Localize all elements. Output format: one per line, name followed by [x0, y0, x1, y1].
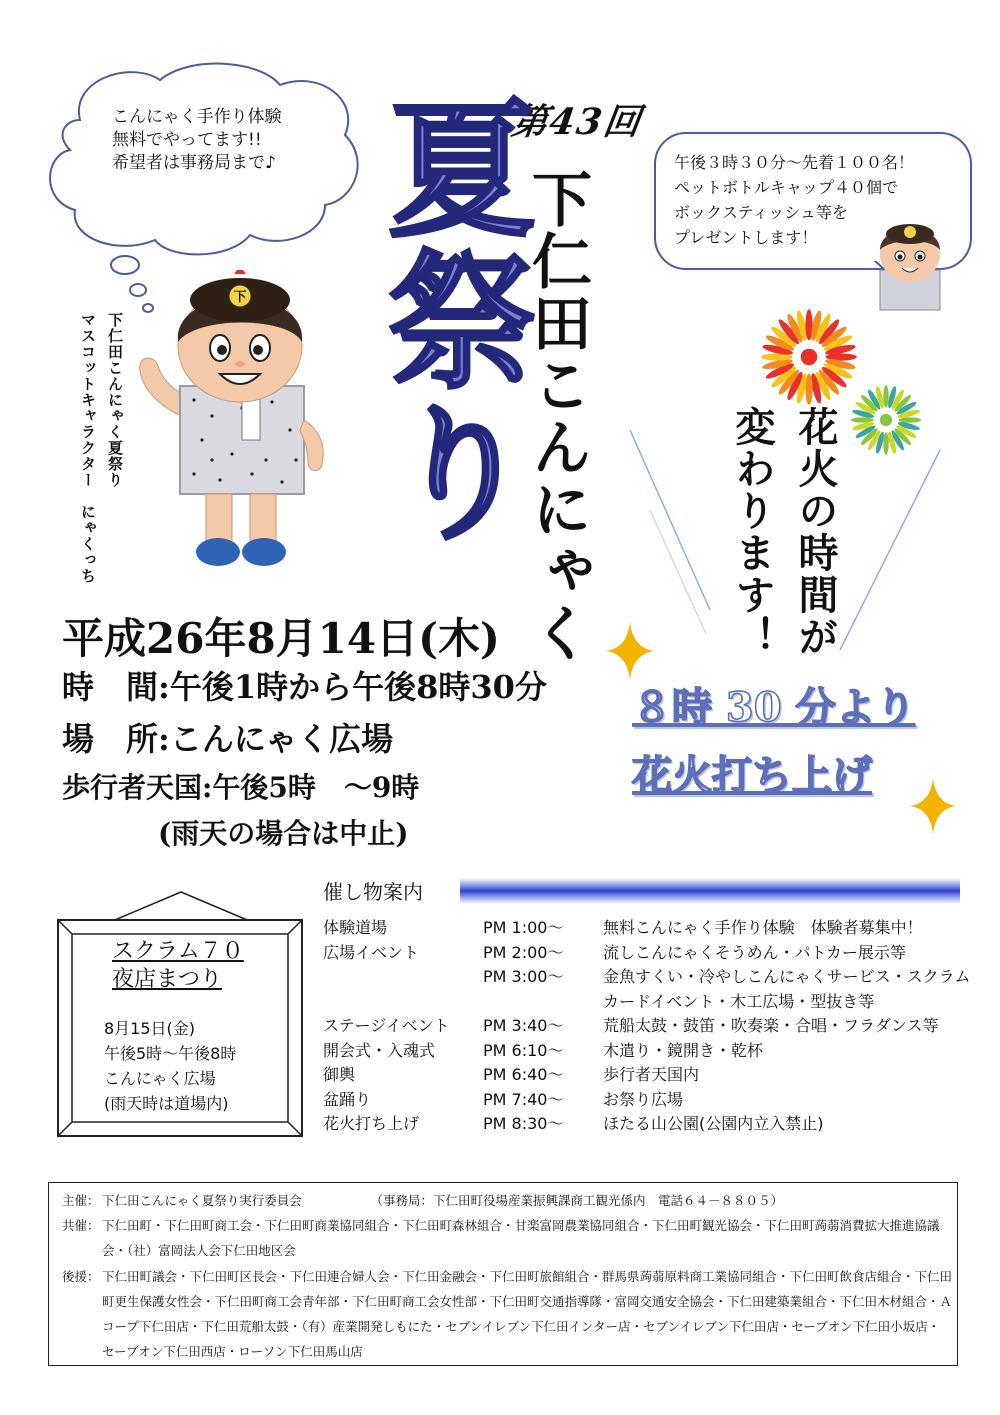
scrum-place: こんにゃく広場	[104, 1069, 216, 1088]
mascot-caption-line1: 下仁田こんにゃく夏祭り	[106, 312, 124, 488]
event-time: PM 6:10～	[483, 1040, 564, 1060]
event-time: PM 2:00～	[483, 942, 564, 962]
event-name: 盆踊り	[323, 1089, 372, 1109]
scrum-title-line2: 夜店まつり	[112, 967, 223, 992]
event-desc: カードイベント・木工広場・型抜き等	[603, 991, 875, 1011]
event-desc: 荒船太鼓・鼓笛・吹奏楽・合唱・フラダンス等	[603, 1016, 939, 1035]
event-desc: 無料こんにゃく手作り体験 体験者募集中！	[603, 918, 923, 937]
mascot-small-illustration	[872, 212, 948, 312]
table-row	[323, 941, 973, 966]
table-row	[323, 916, 973, 941]
sub-title: 下仁田こんにゃく	[522, 168, 592, 664]
events-heading-bar	[460, 878, 960, 904]
event-hours: 時 間:午後1時から午後8時30分	[62, 668, 547, 706]
organizer-row	[62, 1188, 952, 1213]
event-desc: 歩行者天国内	[603, 1065, 700, 1084]
event-desc: 金魚すくい・冷やしこんにゃくサービス・スクラム	[603, 967, 971, 986]
svg-text:下: 下	[233, 290, 247, 305]
fireworks-time: ８時 30 分より	[632, 684, 916, 731]
event-name: ステージイベント	[323, 1016, 450, 1035]
pedestrian-hours: 歩行者天国:午後5時 ～9時	[62, 771, 420, 804]
cosponsor-label: 共催：	[62, 1218, 100, 1233]
event-place: 場 所:こんにゃく広場	[62, 720, 394, 758]
event-time: PM 3:00～	[483, 967, 564, 986]
table-row	[323, 1063, 973, 1088]
events-heading: 催し物案内	[323, 880, 423, 904]
scrum-title-line1: スクラム７０	[112, 939, 244, 964]
event-time: PM 6:40～	[483, 1065, 564, 1084]
sparkle-icon	[606, 622, 654, 680]
event-name: 体験道場	[323, 918, 388, 937]
event-name: 開会式・入魂式	[323, 1040, 436, 1060]
cosponsor-row	[62, 1213, 952, 1263]
scrum-title	[112, 938, 244, 994]
cosponsor-text: 下仁田町・下仁田町商工会・下仁田町商業協同組合・下仁田町森林組合・甘楽富岡農業協同組合・下仁田町観光協会・下仁田町蒟蒻消費拡大推進協議会・（社）富岡法人会下仁田地区会	[102, 1218, 940, 1258]
event-name: 広場イベント	[323, 942, 420, 962]
sparkle-icon	[910, 778, 956, 834]
scrum-time: 午後5時～午後8時	[104, 1044, 237, 1063]
event-desc: ほたる山公園(公園内立入禁止)	[603, 1114, 824, 1133]
organizer-label: 主催：	[62, 1193, 100, 1208]
mascot-caption-line2: マスコットキャラクター にゃくっち	[79, 312, 97, 584]
mascot-caption	[78, 312, 126, 584]
event-date: 平成26年8月14日(木)	[62, 614, 500, 663]
event-name: 御輿	[323, 1065, 356, 1084]
event-time: PM 3:40～	[483, 1016, 564, 1035]
event-name	[323, 990, 483, 1015]
bubble-message: 午後３時３０分～先着１００名！ ペットボトルキャップ４０個で ボックスティッシュ等を プレゼントします！	[674, 153, 915, 247]
event-name: 花火打ち上げ	[323, 1114, 420, 1133]
event-name	[323, 965, 483, 990]
fireworks-notice-line1: 花火の時間が	[792, 406, 838, 658]
table-row	[323, 1112, 973, 1137]
support-label: 後援：	[62, 1269, 100, 1284]
table-row	[323, 990, 973, 1015]
fireworks-launch: 花火打ち上げ	[632, 752, 872, 799]
support-text: 下仁田町議会・下仁田町区長会・下仁田連合婦人会・下仁田金融会・下仁田町旅館組合・群馬県蒟蒻原料商工業協同組合・下仁田町飲食店組合・下仁田町更生保護女性会・下仁田町商工会青年部・下仁田町商工会女性部・下仁田町交通指導隊・富岡交通安全協会・下仁田建築業組合・下仁田木材組合・Ａ コープ下仁田店・下仁田荒船太鼓・（有）産業開発しもにた・セブンイレブン下仁田インター店・セブンイレブン下仁田店・セーブオン下仁田小坂店・セーブオン下仁田西店・ローソン下仁田馬山店	[102, 1269, 953, 1359]
cloud-message: こんにゃく手作り体験 無料でやってます!! 希望者は事務局まで♪	[112, 107, 282, 173]
main-title: 夏祭り	[364, 92, 538, 548]
event-time: PM 7:40～	[483, 1089, 564, 1109]
table-row	[323, 1039, 973, 1064]
event-time	[483, 990, 603, 1015]
fireworks-notice	[724, 406, 844, 658]
event-desc: 木遣り・鏡開き・乾杯	[603, 1040, 764, 1060]
event-time: PM 1:00～	[483, 918, 564, 937]
fireworks-notice-line2: 変わります！	[729, 406, 775, 658]
organizer-text: 下仁田こんにゃく夏祭り実行委員会 （事務局：下仁田町役場産業振興課商工観光係内 電話６４－８８０５）	[102, 1193, 784, 1208]
table-row	[323, 1014, 973, 1039]
event-time: PM 8:30～	[483, 1114, 564, 1133]
mascot-nyakucchi-illustration	[132, 270, 364, 580]
table-row	[323, 965, 973, 990]
rain-cancel-note: (雨天の場合は中止)	[158, 817, 409, 850]
event-desc: お祭り広場	[603, 1089, 684, 1109]
scrum-rain: (雨天時は道場内)	[104, 1094, 229, 1113]
event-desc: 流しこんにゃくそうめん・パトカー展示等	[603, 942, 906, 962]
support-row	[62, 1264, 952, 1364]
table-row	[323, 1088, 973, 1113]
edition-number: 第43回	[508, 101, 645, 143]
scrum-date: 8月15日(金)	[104, 1019, 196, 1038]
events-table	[323, 916, 973, 1137]
scrum-details	[104, 1016, 236, 1116]
